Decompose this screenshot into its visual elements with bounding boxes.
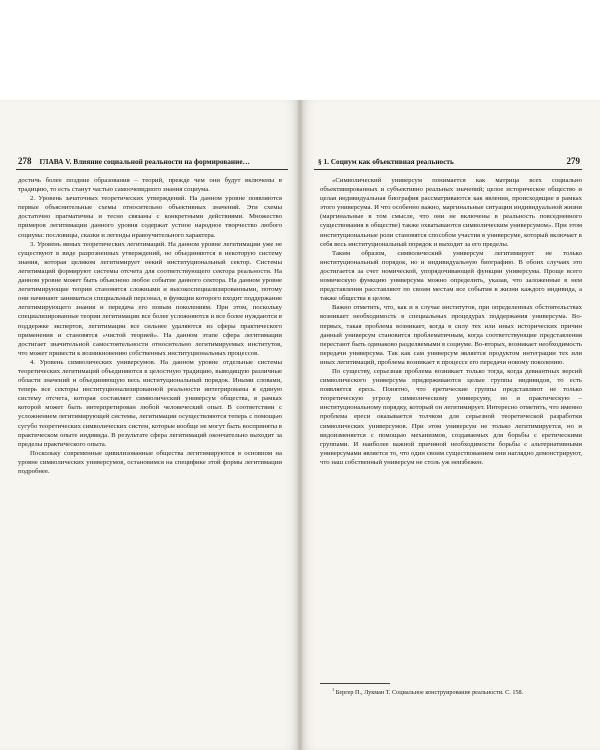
right-header-title: § 1. Социум как объективная реальность	[318, 157, 454, 166]
footnote-text: Бергер П., Лукман Т. Социальное конструирование реальности. С. 158.	[335, 689, 524, 696]
left-paragraph-1: достичь более поздние образования – теорий, прежде чем они будут включены в традицию, то есть станут частью самоочевидного знания социума.	[18, 177, 282, 194]
right-paragraph-3: Важно отметить, что, как и в случае институтов, при определенных обстоятельствах возникает необходимость в специальных процедурах поддержания универсума. Во-первых, такая проблема возникает, когда в силу тех или иных исторических причин данный универсум становится проблематичным, когда соответствующие представления перестают быть одинаково разделяемыми в социуме. Во-вторых, возникает необходимость передачи универсума. Так как сам универсум является продуктом интеграции тех или иных легитимаций, проблема возникает в процессе его передачи новому поколению.	[320, 304, 582, 366]
book-gutter	[297, 100, 303, 750]
left-header-title: ГЛАВА V. Влияние социальной реальности на формирование…	[39, 157, 250, 166]
right-page-body	[320, 176, 582, 467]
left-page-body	[18, 176, 282, 476]
right-paragraph-4: По существу, серьезная проблема возникает только тогда, когда девиантных версий символического универсума придерживаются целые группы индивидов, то есть появляется ересь. Понятно, что еретические группы представляют не только теоретическую угрозу символическому универсуму, но и практическую – институциональному порядку, который он легитимирует. Интересно отметить, что именно проблема ереси оказывается толчком для серьезной теоретической разработки символических универсумов. При этом универсум не только легитимируется, но и видоизменяется с помощью механизмов, создаваемых для борьбы с еретическими группами. И наиболее важной причиной необходимости борьбы с альтернативными универсумами является то, что один своим существованием они наглядно демонстрируют, что наш собственный универсум не столь уж неизбежен.	[320, 367, 582, 466]
left-header-rule	[16, 169, 288, 170]
left-running-header	[18, 156, 286, 166]
left-paragraph-4: 4. Уровень символических универсумов. На данном уровне отдельные системы теоретических легитимаций объединяются в целостную традицию, выводящую различные области значений и объединяющую весь институциональный порядок. Иными словами, теперь все секторы институционализированной реальности интегрированы в единую систему отсчета, которая составляет символический универсум общества, в рамках которой может быть интерпретирован любой человеческий опыт. В соответствии с усложнением легитимирующей системы, легитимации осуществляются теперь с помощью сугубо теоретических символических систем, которые вообще не могут быть восприняты в практическом опыте индивида. В результате сфера легитимаций окончательно выходит за пределы практического опыта.	[18, 358, 282, 448]
right-paragraph-1: «Символический универсум понимается как матрица всех социально объективированных и субъективно реальных значений; целое историческое общество и целая индивидуальная биография рассматриваются как явления, происходящие в рамках этого универсума. И что особенно важно, маргинальные ситуации индивидуальной жизни (маргинальные в том смысле, что они не включены в реальность повседневного существования в обществе) также охватываются символическим универсумом». При этом институциональные роли становятся способом участия в универсуме, который включает в себя весь институциональный порядок и выходит за его пределы.	[320, 177, 582, 248]
footnote-rule	[320, 683, 390, 684]
right-running-header	[318, 156, 580, 166]
right-paragraph-2: Таким образом, символический универсум легитимирует не только институциональный порядок, но и индивидуальную биографию. В обоих случаях это достигается за счет номической, упорядочивающей функции универсума. Проще всего номическую функцию универсума можно определить, указав, что заложенные в нем представления расставляют по своим местам все события в жизни каждого индивида, а также общества в целом.	[320, 249, 582, 303]
left-paragraph-5: Поскольку современные цивилизованные общества легитимируются в основном на уровне символических универсумов, остановимся на специфике этой формы легитимации подробнее.	[18, 449, 282, 475]
right-page	[300, 100, 600, 750]
footnote	[332, 686, 524, 696]
footnote-marker: 1	[332, 686, 335, 692]
right-page-number: 279	[566, 156, 580, 166]
left-paragraph-2: 2. Уровень зачаточных теоретических утверждений. На данном уровне появляются первые объяснительные схемы относительно объективных значений. Эти схемы достаточно прагматичны и тесно связаны с конкретными действиями. Множество примеров легитимации данного уровня содержат устное народное творчество любого социума: пословицы, сказки и легенды нравоучительного характера.	[18, 195, 282, 239]
left-paragraph-3: 3. Уровень явных теоретических легитимаций. На данном уровне легитимации уже не существуют в виде разрозненных утверждений, но объединяются в некоторую систему знания, которая целиком легитимирует некий институциональный сектор. Системы легитимаций формируют системы отсчета для соответствующего сектора реальности. На данном уровне может быть объяснено любое событие данного сектора. На данном уровне легитимирующие теории становятся сложными и высокоспециализированными, потому они начинают заниматься специальный персонал, в функции которого входит поддержание легитимирующего знания и передача его новым поколениям. При этом, поскольку специализированные теории легитимации все более усложняются и все более нуждаются в поддержке экспертов, легитимации все сильнее удаляются из сферы практического применения и становятся «чистой теорией». На данном этапе сфера легитимации достигает значительной самостоятельности относительно легитимируемых институтов, что может привести к возникновению собственных институциональных процессов.	[18, 240, 282, 357]
right-header-rule	[314, 169, 582, 170]
left-page-number: 278	[18, 156, 32, 166]
left-page	[0, 100, 300, 750]
